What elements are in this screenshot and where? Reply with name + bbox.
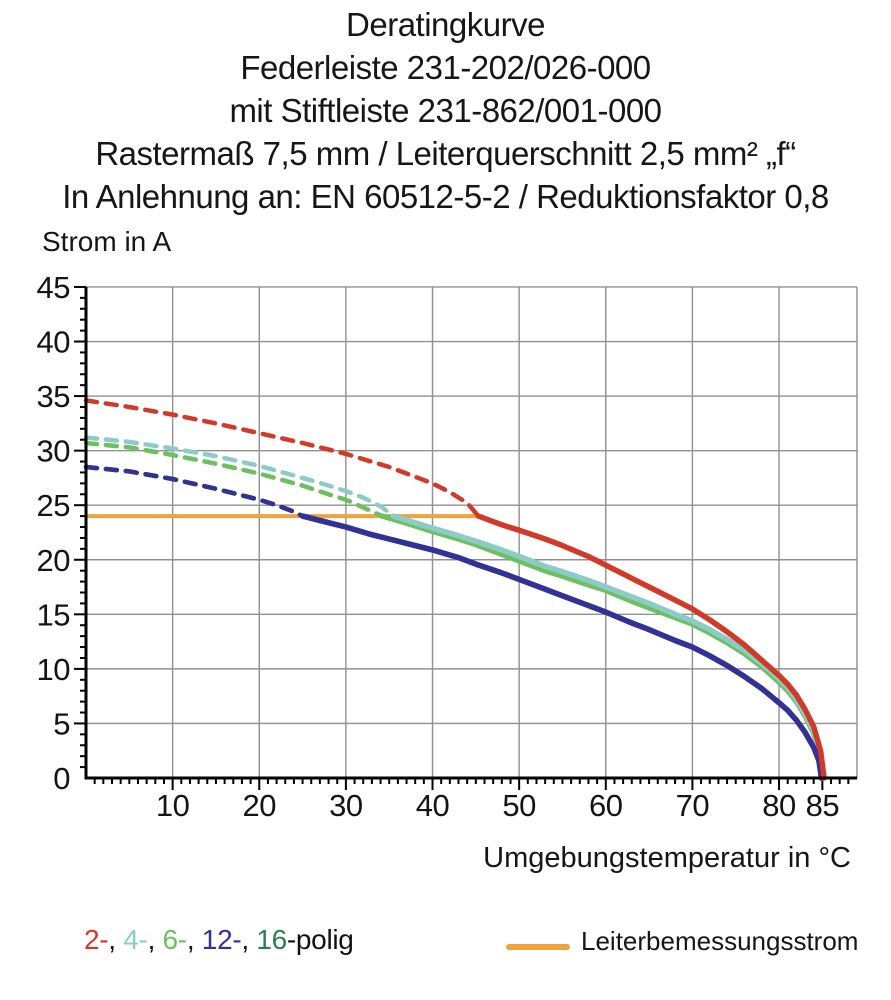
y-tick-label: 15	[36, 597, 70, 633]
x-tick-label: 60	[589, 788, 623, 823]
x-tick-label: 40	[415, 788, 450, 823]
legend-separator: ,	[186, 924, 202, 955]
y-axis-title: Strom in A	[42, 226, 172, 257]
legend-pole-12: 12-	[201, 924, 242, 955]
y-tick-label: 10	[36, 651, 70, 687]
x-tick-label: 80	[762, 788, 796, 823]
legend-pole-6: 6-	[162, 924, 187, 955]
y-tick-label: 30	[36, 433, 70, 469]
x-tick-label: 85	[805, 788, 840, 823]
legend-separator: ,	[108, 924, 124, 955]
legend-separator: ,	[241, 924, 257, 955]
legend-separator: ,	[147, 924, 163, 955]
y-tick-label: 20	[36, 542, 70, 578]
title-line-1: Deratingkurve	[346, 6, 545, 43]
legend-pole-16: 16	[256, 924, 287, 955]
x-tick-label: 50	[502, 788, 536, 823]
y-tick-label: 5	[53, 706, 70, 742]
y-tick-label: 40	[36, 324, 70, 360]
y-tick-label: 25	[36, 488, 70, 524]
rated-current-label: Leiterbemessungsstrom	[581, 926, 859, 956]
legend-pole-4: 4-	[123, 924, 148, 955]
legend-poles-suffix: -polig	[286, 924, 354, 955]
title-line-4: Rastermaß 7,5 mm / Leiterquerschnitt 2,5 mm² „f“	[95, 135, 796, 172]
title-line-3: mit Stiftleiste 231-862/001-000	[229, 92, 662, 129]
y-tick-label: 0	[53, 761, 70, 796]
x-tick-label: 30	[329, 788, 363, 823]
legend-pole-2: 2-	[84, 924, 109, 955]
poles-legend	[84, 924, 354, 956]
y-tick-label: 45	[36, 269, 70, 305]
x-tick-label: 70	[675, 788, 710, 823]
curve-dashed-2-polig	[86, 400, 478, 516]
title-line-5: In Anlehnung an: EN 60512-5-2 / Reduktionsfaktor 0,8	[62, 178, 829, 215]
x-tick-label: 20	[242, 788, 277, 823]
x-axis-title: Umgebungstemperatur in °C	[483, 842, 851, 874]
title-line-2: Federleiste 231-202/026-000	[240, 49, 651, 86]
x-tick-label: 10	[155, 788, 190, 823]
curve-solid-2-polig	[478, 516, 824, 778]
rated-current-swatch	[506, 944, 570, 950]
y-tick-label: 35	[36, 379, 70, 415]
